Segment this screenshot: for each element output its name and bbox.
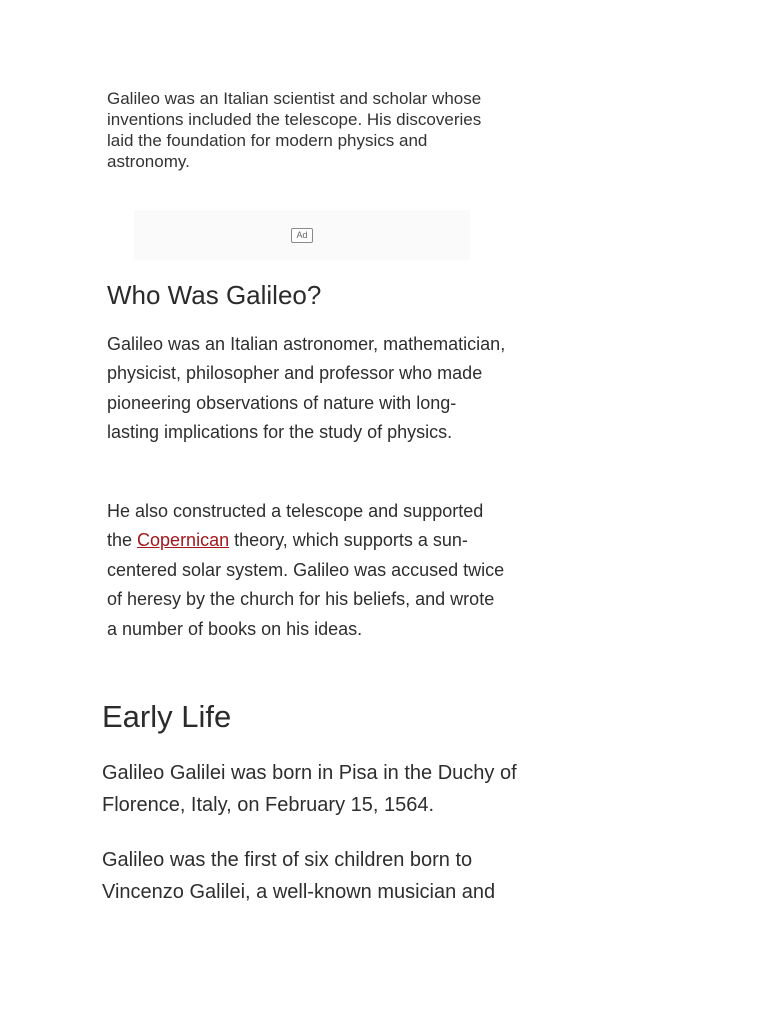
section-heading-who-was-galileo: Who Was Galileo? bbox=[107, 280, 322, 310]
article-summary: Galileo was an Italian scientist and scholar whose inventions included the telescope. His discoveries laid the foundation for modern physics and astronomy. bbox=[107, 89, 482, 171]
ad-slot[interactable] bbox=[134, 210, 470, 260]
copernican-link[interactable]: Copernican bbox=[137, 530, 230, 551]
paragraph-early-1: Galileo Galilei was born in Pisa in the Duchy of Florence, Italy, on February 15, 1564. bbox=[102, 762, 517, 816]
ad-badge: Ad bbox=[291, 228, 313, 243]
paragraph-who-2 bbox=[107, 497, 507, 644]
paragraph-who-1: Galileo was an Italian astronomer, mathematician, physicist, philosopher and professor who made pioneering observations of nature with long-lasting implications for the study of physics. bbox=[107, 334, 506, 443]
section-heading-early-life: Early Life bbox=[102, 699, 232, 734]
paragraph-who-2-text-after: theory, which supports a sun-centered solar system. Galileo was accused twice of heresy by the church for his beliefs, and wrote a number of books on his ideas. bbox=[107, 530, 505, 639]
paragraph-who-2-text-before: He also constructed a telescope and supported the bbox=[107, 501, 484, 551]
paragraph-early-2: Galileo was the first of six children born to Vincenzo Galilei, a well-known musician and bbox=[102, 849, 496, 903]
